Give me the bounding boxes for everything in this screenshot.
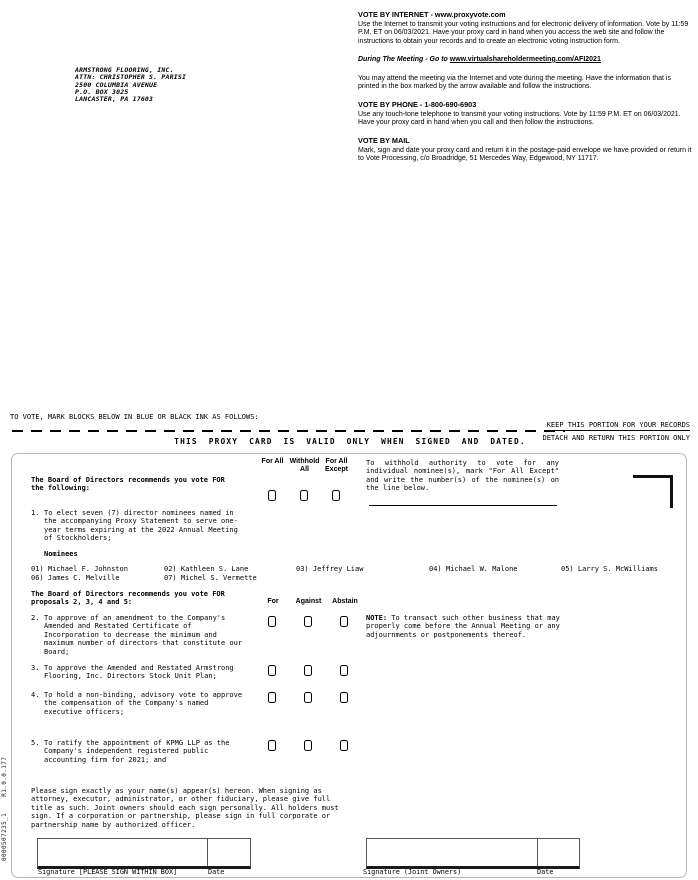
column-header-for: For [267,598,279,605]
proposal3-abstain-checkbox[interactable] [340,665,348,676]
recipient-line: P.O. BOX 3025 [75,87,129,96]
proposal3-text: To approve the Amended and Restated Armstrong Flooring, Inc. Directors Stock Unit Plan; [44,664,234,681]
during-the-meeting-label: During The Meeting - Go to [358,55,450,63]
proposal5-for-checkbox[interactable] [268,740,276,751]
nominee-item: 06) James C. Melville [31,574,120,582]
proxy-card [11,453,687,878]
section2-recommendation: The Board of Directors recommends you vote FOR proposals 2, 3, 4 and 5: [31,590,225,607]
date-joint-label: Date [537,868,554,876]
signature-date-divider [537,839,538,866]
for-all-except-write-in-line[interactable] [369,505,557,506]
signature-primary-label: Signature [PLEASE SIGN WITHIN BOX] [38,868,178,876]
director-vote-for-all-checkbox[interactable] [268,490,276,501]
signing-instructions: Please sign exactly as your name(s) appear(s) hereon. When signing as attorney, executor, administrator, or other fiduciary, please give full title as such. Joint owners should each sign personally. All holders must sign. If a corporation or partnership, please sign in full corporate or partnership name by authorized officer. [31,787,339,829]
proposal5-number: 5. [31,739,40,747]
signature-box-joint[interactable] [366,838,580,869]
detach-portion-note: DETACH AND RETURN THIS PORTION ONLY [542,434,690,442]
nominees-label: Nominees [44,550,78,558]
vote-by-mail-title: VOTE BY MAIL [358,136,410,146]
recipient-address-block [75,67,186,103]
card-valid-note: THIS PROXY CARD IS VALID ONLY WHEN SIGNED AND DATED. [174,437,526,446]
nominee-item: 03) Jeffrey Liaw [296,565,364,573]
vote-by-mail-body: Mark, sign and date your proxy card and return it in the postage-paid envelope we have provided or return it to Vote Processing, c/o Broadridge, 51 Mercedes Way, Edgewood, NY 11717. [358,146,692,163]
director-vote-for-all-except-checkbox[interactable] [332,490,340,501]
note-text: To transact such other business that may properly come before the Annual Meeting or any adjournments or postponements thereof. [366,614,560,639]
mark-blocks-instruction: TO VOTE, MARK BLOCKS BELOW IN BLUE OR BLACK INK AS FOLLOWS: [10,413,259,421]
recipient-line: ATTN: CHRISTOPHER S. PARISI [75,73,187,82]
proposal1-text: To elect seven (7) director nominees named in the accompanying Proxy Statement to serve one-year terms expiring at the 2022 Annual Meeting of Stockholders; [44,509,238,543]
proposal2-for-checkbox[interactable] [268,616,276,627]
proposal5-against-checkbox[interactable] [304,740,312,751]
column-header-for-all: For All [261,458,284,465]
nominee-item: 04) Michael W. Malone [429,565,518,573]
proposal4-number: 4. [31,691,40,699]
keep-portion-note: KEEP THIS PORTION FOR YOUR RECORDS [546,421,690,429]
vote-instructions-panel [358,11,692,173]
nominee-item: 07) Michel S. Vermette [164,574,257,582]
proposal1-number: 1. [31,509,40,517]
recipient-line: ARMSTRONG FLOORING, INC. [75,66,174,74]
other-business-note [366,614,570,639]
nominee-item: 02) Kathleen S. Lane [164,565,249,573]
vote-by-internet-body: Use the Internet to transmit your voting instructions and for electronic delivery of information. Vote by 11:59 P.M. ET on 06/03/2021. Have your proxy card in hand when you access the web site and follow the instructions to obtain your records and to create an electronic voting instruction form. [358,20,689,46]
virtual-meeting-link[interactable]: www.virtualshareholdermeeting.com/AFI2021 [449,55,601,63]
proposal5-text: To ratify the appointment of KPMG LLP as the Company's independent registered public accounting firm for 2021; and [44,739,230,764]
proposal2-against-checkbox[interactable] [304,616,312,627]
proposal4-abstain-checkbox[interactable] [340,692,348,703]
date-primary-label: Date [208,868,225,876]
proposal2-abstain-checkbox[interactable] [340,616,348,627]
proposal2-text: To approve of an amendment to the Company's Amended and Restated Certificate of Incorporation to decrease the minimum and maximum number of directors that constitute our Board; [44,614,243,656]
signature-date-divider [207,839,208,866]
proposal2-number: 2. [31,614,40,622]
signature-joint-label: Signature (Joint Owners) [363,868,462,876]
column-header-for-all-except: For All Except [325,458,348,473]
detach-dashed-line [12,430,565,432]
signature-box-primary[interactable] [37,838,251,869]
vote-by-phone-body: Use any touch-tone telephone to transmit your voting instructions. Vote by 11:59 P.M. ET on 06/03/2021. Have your proxy card in hand when you call and then follow the instructions. [358,110,681,127]
vote-by-phone-title: VOTE BY PHONE - 1-800-690-6903 [358,99,477,109]
recipient-line: LANCASTER, PA 17603 [75,95,154,104]
arrow-corner-mark-horizontal [633,475,673,478]
nominee-item: 01) Michael F. Johnston [31,565,128,573]
proposal3-for-checkbox[interactable] [268,665,276,676]
arrow-corner-mark-vertical [670,475,673,508]
column-header-withhold-all: Withhold All [289,458,320,473]
note-label: NOTE: [366,614,388,622]
proposal4-text: To hold a non-binding, advisory vote to approve the compensation of the Company's named executive officers; [44,691,243,716]
column-header-against: Against [295,598,322,605]
form-code-vertical: 0000507235_1 R1.0.0.177 [1,756,8,861]
column-header-abstain: Abstain [332,598,358,605]
proposal4-against-checkbox[interactable] [304,692,312,703]
section1-recommendation: The Board of Directors recommends you vote FOR the following: [31,476,225,493]
withhold-authority-note: To withhold authority to vote for any individual nominee(s), mark "For All Except" and write the number(s) of the nominee(s) on the line below. [366,459,559,493]
proposal5-abstain-checkbox[interactable] [340,740,348,751]
nominee-item: 05) Larry S. McWilliams [561,565,658,573]
during-the-meeting-body: You may attend the meeting via the Internet and vote during the meeting. Have the information that is printed in the box marked by the arrow available and follow the instructions. [358,74,671,91]
recipient-line: 2500 COLUMBIA AVENUE [75,80,158,89]
proposal4-for-checkbox[interactable] [268,692,276,703]
vote-by-internet-title: VOTE BY INTERNET - www.proxyvote.com [358,10,506,19]
proposal3-number: 3. [31,664,40,672]
proposal3-against-checkbox[interactable] [304,665,312,676]
director-vote-withhold-all-checkbox[interactable] [300,490,308,501]
during-the-meeting-line [358,56,692,65]
